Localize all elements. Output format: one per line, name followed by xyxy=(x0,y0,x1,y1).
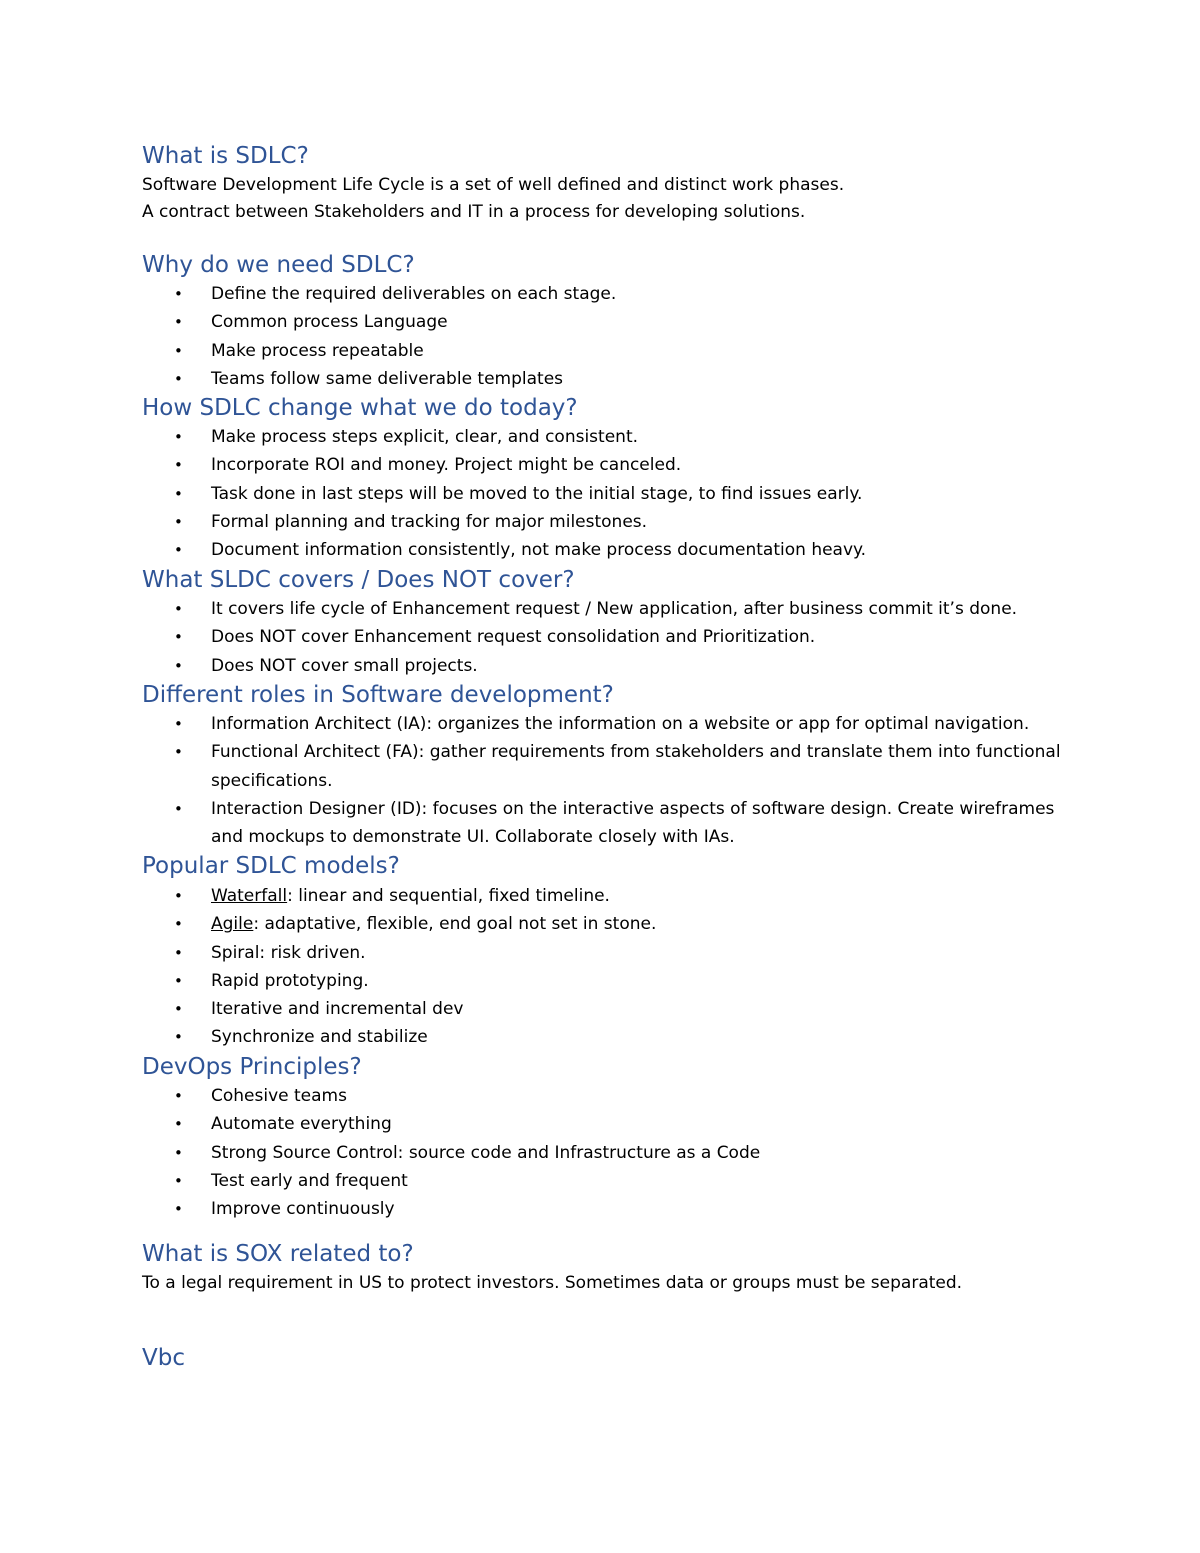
bullet-icon: • xyxy=(174,971,183,990)
list-different-roles xyxy=(0,710,1071,851)
bullet-icon: • xyxy=(174,943,183,962)
bullet-icon: • xyxy=(174,887,183,905)
list-item-text: Formal planning and tracking for major milestones. xyxy=(211,511,648,532)
bullet-icon: • xyxy=(174,285,183,303)
list-item xyxy=(0,910,1071,938)
heading-sldc-covers: What SLDC covers / Does NOT cover? xyxy=(142,567,575,593)
bullet-icon: • xyxy=(174,541,183,560)
paragraph-line: To a legal requirement in US to protect investors. Sometimes data or groups must be separated. xyxy=(142,1273,963,1293)
bullet-icon: • xyxy=(174,1143,183,1162)
list-item xyxy=(0,795,1071,852)
list-item xyxy=(0,308,1071,336)
paragraph-sdlc-definition xyxy=(142,172,844,226)
list-item-text: : linear and sequential, fixed timeline. xyxy=(287,886,610,906)
bullet-icon: • xyxy=(174,628,183,647)
heading-vbc: Vbc xyxy=(142,1345,185,1371)
list-item xyxy=(0,967,1071,995)
list-item-text: It covers life cycle of Enhancement request / New application, after business commit it’s done. xyxy=(211,599,1018,619)
bullet-icon: • xyxy=(174,1115,183,1134)
list-item xyxy=(0,280,1071,308)
list-item-text: Document information consistently, not make process documentation heavy. xyxy=(211,540,867,561)
bullet-icon: • xyxy=(174,484,183,503)
list-item xyxy=(0,738,1071,795)
paragraph-line: A contract between Stakeholders and IT in a process for developing solutions. xyxy=(142,202,806,222)
bullet-icon: • xyxy=(174,512,183,531)
bullet-icon: • xyxy=(174,341,183,360)
list-item xyxy=(0,1167,1071,1195)
list-item-text: Common process Language xyxy=(211,312,448,333)
list-item xyxy=(0,337,1071,365)
heading-popular-models: Popular SDLC models? xyxy=(142,853,400,879)
list-item-text: Strong Source Control: source code and Infrastructure as a Code xyxy=(211,1142,761,1163)
list-item xyxy=(0,882,1071,910)
list-item xyxy=(0,1023,1071,1051)
list-item-text: Does NOT cover small projects. xyxy=(211,655,478,676)
bullet-icon: • xyxy=(174,1087,183,1105)
list-item-text: Test early and frequent xyxy=(211,1170,408,1191)
bullet-icon: • xyxy=(174,715,183,733)
list-item-text: Make process steps explicit, clear, and consistent. xyxy=(211,427,639,447)
list-devops-principles xyxy=(0,1082,1071,1223)
list-sldc-covers xyxy=(0,595,1071,680)
paragraph-sox xyxy=(142,1270,962,1297)
list-how-sdlc-change xyxy=(0,423,1071,564)
list-item-text: Cohesive teams xyxy=(211,1086,347,1106)
paragraph-line: Software Development Life Cycle is a set of well defined and distinct work phases. xyxy=(142,175,845,195)
model-term-waterfall: Waterfall xyxy=(211,886,288,906)
bullet-icon: • xyxy=(174,656,183,675)
list-item-text: Teams follow same deliverable templates xyxy=(211,368,564,389)
bullet-icon: • xyxy=(174,369,183,388)
heading-devops-principles: DevOps Principles? xyxy=(142,1054,362,1080)
heading-different-roles: Different roles in Software development? xyxy=(142,682,614,708)
list-item xyxy=(0,1195,1071,1223)
bullet-icon: • xyxy=(174,428,183,446)
bullet-icon: • xyxy=(174,1200,183,1219)
list-item xyxy=(0,536,1071,564)
bullet-icon: • xyxy=(174,915,183,934)
list-item xyxy=(0,652,1071,680)
bullet-icon: • xyxy=(174,600,183,618)
list-item-text: Make process repeatable xyxy=(211,340,424,361)
list-item-text: : adaptative, flexible, end goal not set in stone. xyxy=(253,914,657,935)
list-item xyxy=(0,365,1071,393)
list-item xyxy=(0,623,1071,651)
list-item-text: Automate everything xyxy=(211,1114,392,1135)
list-item-text: Information Architect (IA): organizes the information on a website or app for optimal navigation. xyxy=(211,714,1030,734)
list-item xyxy=(0,1082,1071,1110)
heading-why-need-sdlc: Why do we need SDLC? xyxy=(142,252,415,278)
list-why-need-sdlc xyxy=(0,280,1071,393)
list-item-text: Functional Architect (FA): gather requirements from stakeholders and translate them into functional specifications. xyxy=(211,742,1061,791)
model-term-agile: Agile xyxy=(211,914,254,935)
list-item-text: Define the required deliverables on each stage. xyxy=(211,284,617,304)
list-item-text: Synchronize and stabilize xyxy=(211,1027,428,1048)
list-item-text: Incorporate ROI and money. Project might be canceled. xyxy=(211,455,682,476)
list-popular-models xyxy=(0,882,1071,1052)
list-item xyxy=(0,451,1071,479)
bullet-icon: • xyxy=(174,743,183,762)
list-item-text: Interaction Designer (ID): focuses on the interactive aspects of software design. Create wireframes and mockups to demonstrate UI. Collaborate closely with IAs. xyxy=(211,798,1055,848)
list-item xyxy=(0,1139,1071,1167)
list-item-text: Iterative and incremental dev xyxy=(211,999,464,1020)
bullet-icon: • xyxy=(174,1171,183,1190)
heading-what-is-sdlc: What is SDLC? xyxy=(142,143,309,169)
list-item-text: Task done in last steps will be moved to the initial stage, to find issues early. xyxy=(211,483,863,504)
bullet-icon: • xyxy=(174,456,183,475)
bullet-icon: • xyxy=(174,799,183,818)
list-item xyxy=(0,710,1071,738)
bullet-icon: • xyxy=(174,1000,183,1019)
heading-how-sdlc-change: How SDLC change what we do today? xyxy=(142,395,578,421)
list-item-text: Does NOT cover Enhancement request consolidation and Prioritization. xyxy=(211,627,816,648)
list-item xyxy=(0,1110,1071,1138)
bullet-icon: • xyxy=(174,313,183,332)
list-item xyxy=(0,995,1071,1023)
list-item xyxy=(0,595,1071,623)
list-item xyxy=(0,423,1071,451)
heading-sox: What is SOX related to? xyxy=(142,1241,414,1267)
list-item-text: Spiral: risk driven. xyxy=(211,942,366,963)
list-item-text: Rapid prototyping. xyxy=(211,970,369,991)
list-item xyxy=(0,480,1071,508)
bullet-icon: • xyxy=(174,1028,183,1047)
list-item-text: Improve continuously xyxy=(211,1199,395,1220)
list-item xyxy=(0,508,1071,536)
list-item xyxy=(0,939,1071,967)
